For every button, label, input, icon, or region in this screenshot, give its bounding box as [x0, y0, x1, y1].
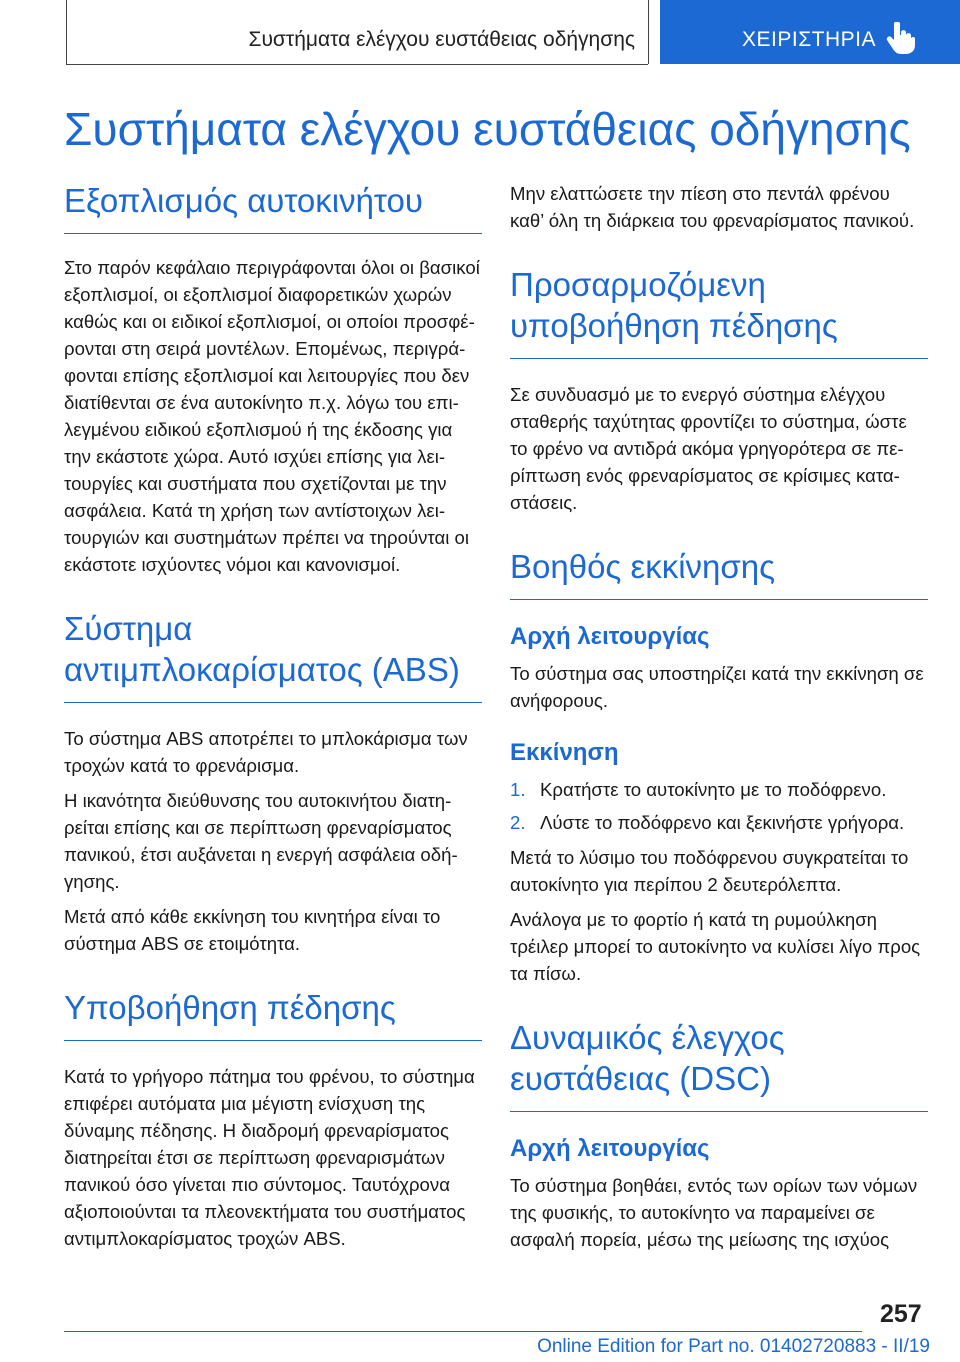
subheading-principle: Αρχή λειτουργίας: [510, 1135, 710, 1162]
paragraph: Μετά από κάθε εκκίνηση του κινητήρα είναι το σύστημα ABS σε ετοιμότητα.: [64, 906, 441, 954]
step-number: 1.: [510, 779, 526, 800]
subheading-starting: Εκκίνηση: [510, 739, 619, 766]
heading-dsc: Δυναμικός έλεγχος ευστάθειας (DSC): [510, 1017, 928, 1112]
heading-vehicle-equipment: Εξοπλισμός αυτοκινήτου: [64, 180, 482, 234]
footer-divider: [64, 1331, 862, 1332]
hand-pointer-icon: [886, 22, 916, 54]
paragraph: Μετά το λύσιμο του ποδόφρενου συγκρατείται το αυτοκίνητο για περίπου 2 δευτερόλεπτα.: [510, 847, 909, 895]
paragraph: Το σύστημα ABS αποτρέπει το μπλοκάρισμα των τροχών κατά το φρενάρισμα.: [64, 728, 468, 776]
heading-brake-assist: Υποβοήθηση πέδησης: [64, 987, 482, 1041]
header-underline: [66, 64, 648, 65]
header-section-title: Συστήματα ελέγχου ευστάθειας οδήγησης: [248, 28, 635, 51]
footer-edition: Online Edition for Part no. 01402720883 - II/19: [537, 1336, 930, 1357]
paragraph: Το σύστημα σας υποστηρίζει κατά την εκκίνηση σε ανήφορους.: [510, 663, 924, 711]
step-number: 2.: [510, 812, 526, 833]
paragraph: Μην ελαττώσετε την πίεση στο πεντάλ φρένου καθ’ όλη τη διάρκεια του φρεναρίσματος πανικού.: [510, 183, 915, 231]
paragraph: Το σύστημα βοηθάει, εντός των ορίων των νόμων της φυσικής, το αυτοκίνητο να παραμείνει σε ασφαλή πορεία, μέσω της μείωσης της ισχύος: [510, 1175, 918, 1250]
right-column: [510, 180, 928, 1261]
step-text: Κρατήστε το αυτοκίνητο με το ποδόφρενο.: [540, 779, 887, 800]
paragraph: Κατά το γρήγορο πάτημα του φρένου, το σύστημα επιφέρει αυτόματα μια μέγιστη ενίσχυση της δύναμης πέδησης. Η διαδρομή φρεναρίσματος διατηρείται έτσι σε περίπτωση φρεναρισμάτων πανικού όσο γίνεται πιο σύντομος. Ταυτόχρονα αξιοποιούνται τα πλεονεκτήματα του συστήματος αντιμπλοκαρίσματος τροχών ABS.: [64, 1066, 475, 1249]
page-number: 257: [880, 1300, 922, 1328]
heading-abs: Σύστημα αντιμπλοκαρίσματος (ABS): [64, 608, 482, 703]
paragraph: Στο παρόν κεφάλαιο περιγράφονται όλοι οι βασικοί εξοπλισμοί, οι εξοπλισμοί διαφορετικών χωρών καθώς και οι ειδικοί εξοπλισμοί, οι οποίοι προσφέρονται στη σειρά μοντέλων. Επομένως, περιγράφονται επίσης εξοπλισμοί και λειτουργίες που δεν διατίθενται σε ένα αυτοκίνητο π.χ. λόγω του επιλεγμένου ειδικού εξοπλισμού ή της έκδοσης για την εκάστοτε χώρα. Αυτό ισχύει επίσης για λειτουργίες και συστήματα που σχετίζονται με την ασφάλεια. Κατά τη χρήση των αντίστοιχων λειτουργιών και συστημάτων πρέπει να τηρούνται οι εκάστοτε ισχύοντες νόμοι και κανονισμοί.: [64, 257, 480, 575]
list-item: [510, 776, 928, 803]
steps-list: [510, 776, 928, 836]
chapter-tab[interactable]: [660, 0, 960, 64]
heading-hill-start-assist: Βοηθός εκκίνησης: [510, 546, 928, 600]
subheading-principle: Αρχή λειτουργίας: [510, 623, 710, 650]
header-divider-mid: [648, 0, 649, 64]
chapter-tab-label: ΧΕΙΡΙΣΤΗΡΙΑ: [742, 28, 877, 51]
list-item: [510, 809, 928, 836]
paragraph: Ανάλογα με το φορτίο ή κατά τη ρυμούλκηση τρέιλερ μπορεί το αυτοκίνητο να κυλίσει λίγο προς τα πίσω.: [510, 909, 921, 984]
heading-adaptive-brake-assist: Προσαρμοζόμενη υποβοήθηση πέδησης: [510, 264, 928, 359]
header-divider-left: [66, 0, 67, 64]
page-title: Συστήματα ελέγχου ευστάθειας οδήγησης: [64, 103, 911, 155]
paragraph: Σε συνδυασμό με το ενεργό σύστημα ελέγχου σταθερής ταχύτητας φροντίζει το σύστημα, ώστε το φρένο να αντιδρά ακόμα γρηγορότερα σε περίπτωση ενός φρεναρίσματος σε κρίσιμες καταστάσεις.: [510, 384, 907, 513]
left-column: [64, 180, 482, 1260]
paragraph: Η ικανότητα διεύθυνσης του αυτοκινήτου διατηρείται επίσης και σε περίπτωση φρεναρίσματος πανικού, έτσι αυξάνεται η ενεργή ασφάλεια οδήγησης.: [64, 790, 458, 892]
step-text: Λύστε το ποδόφρενο και ξεκινήστε γρήγορα.: [540, 812, 905, 833]
